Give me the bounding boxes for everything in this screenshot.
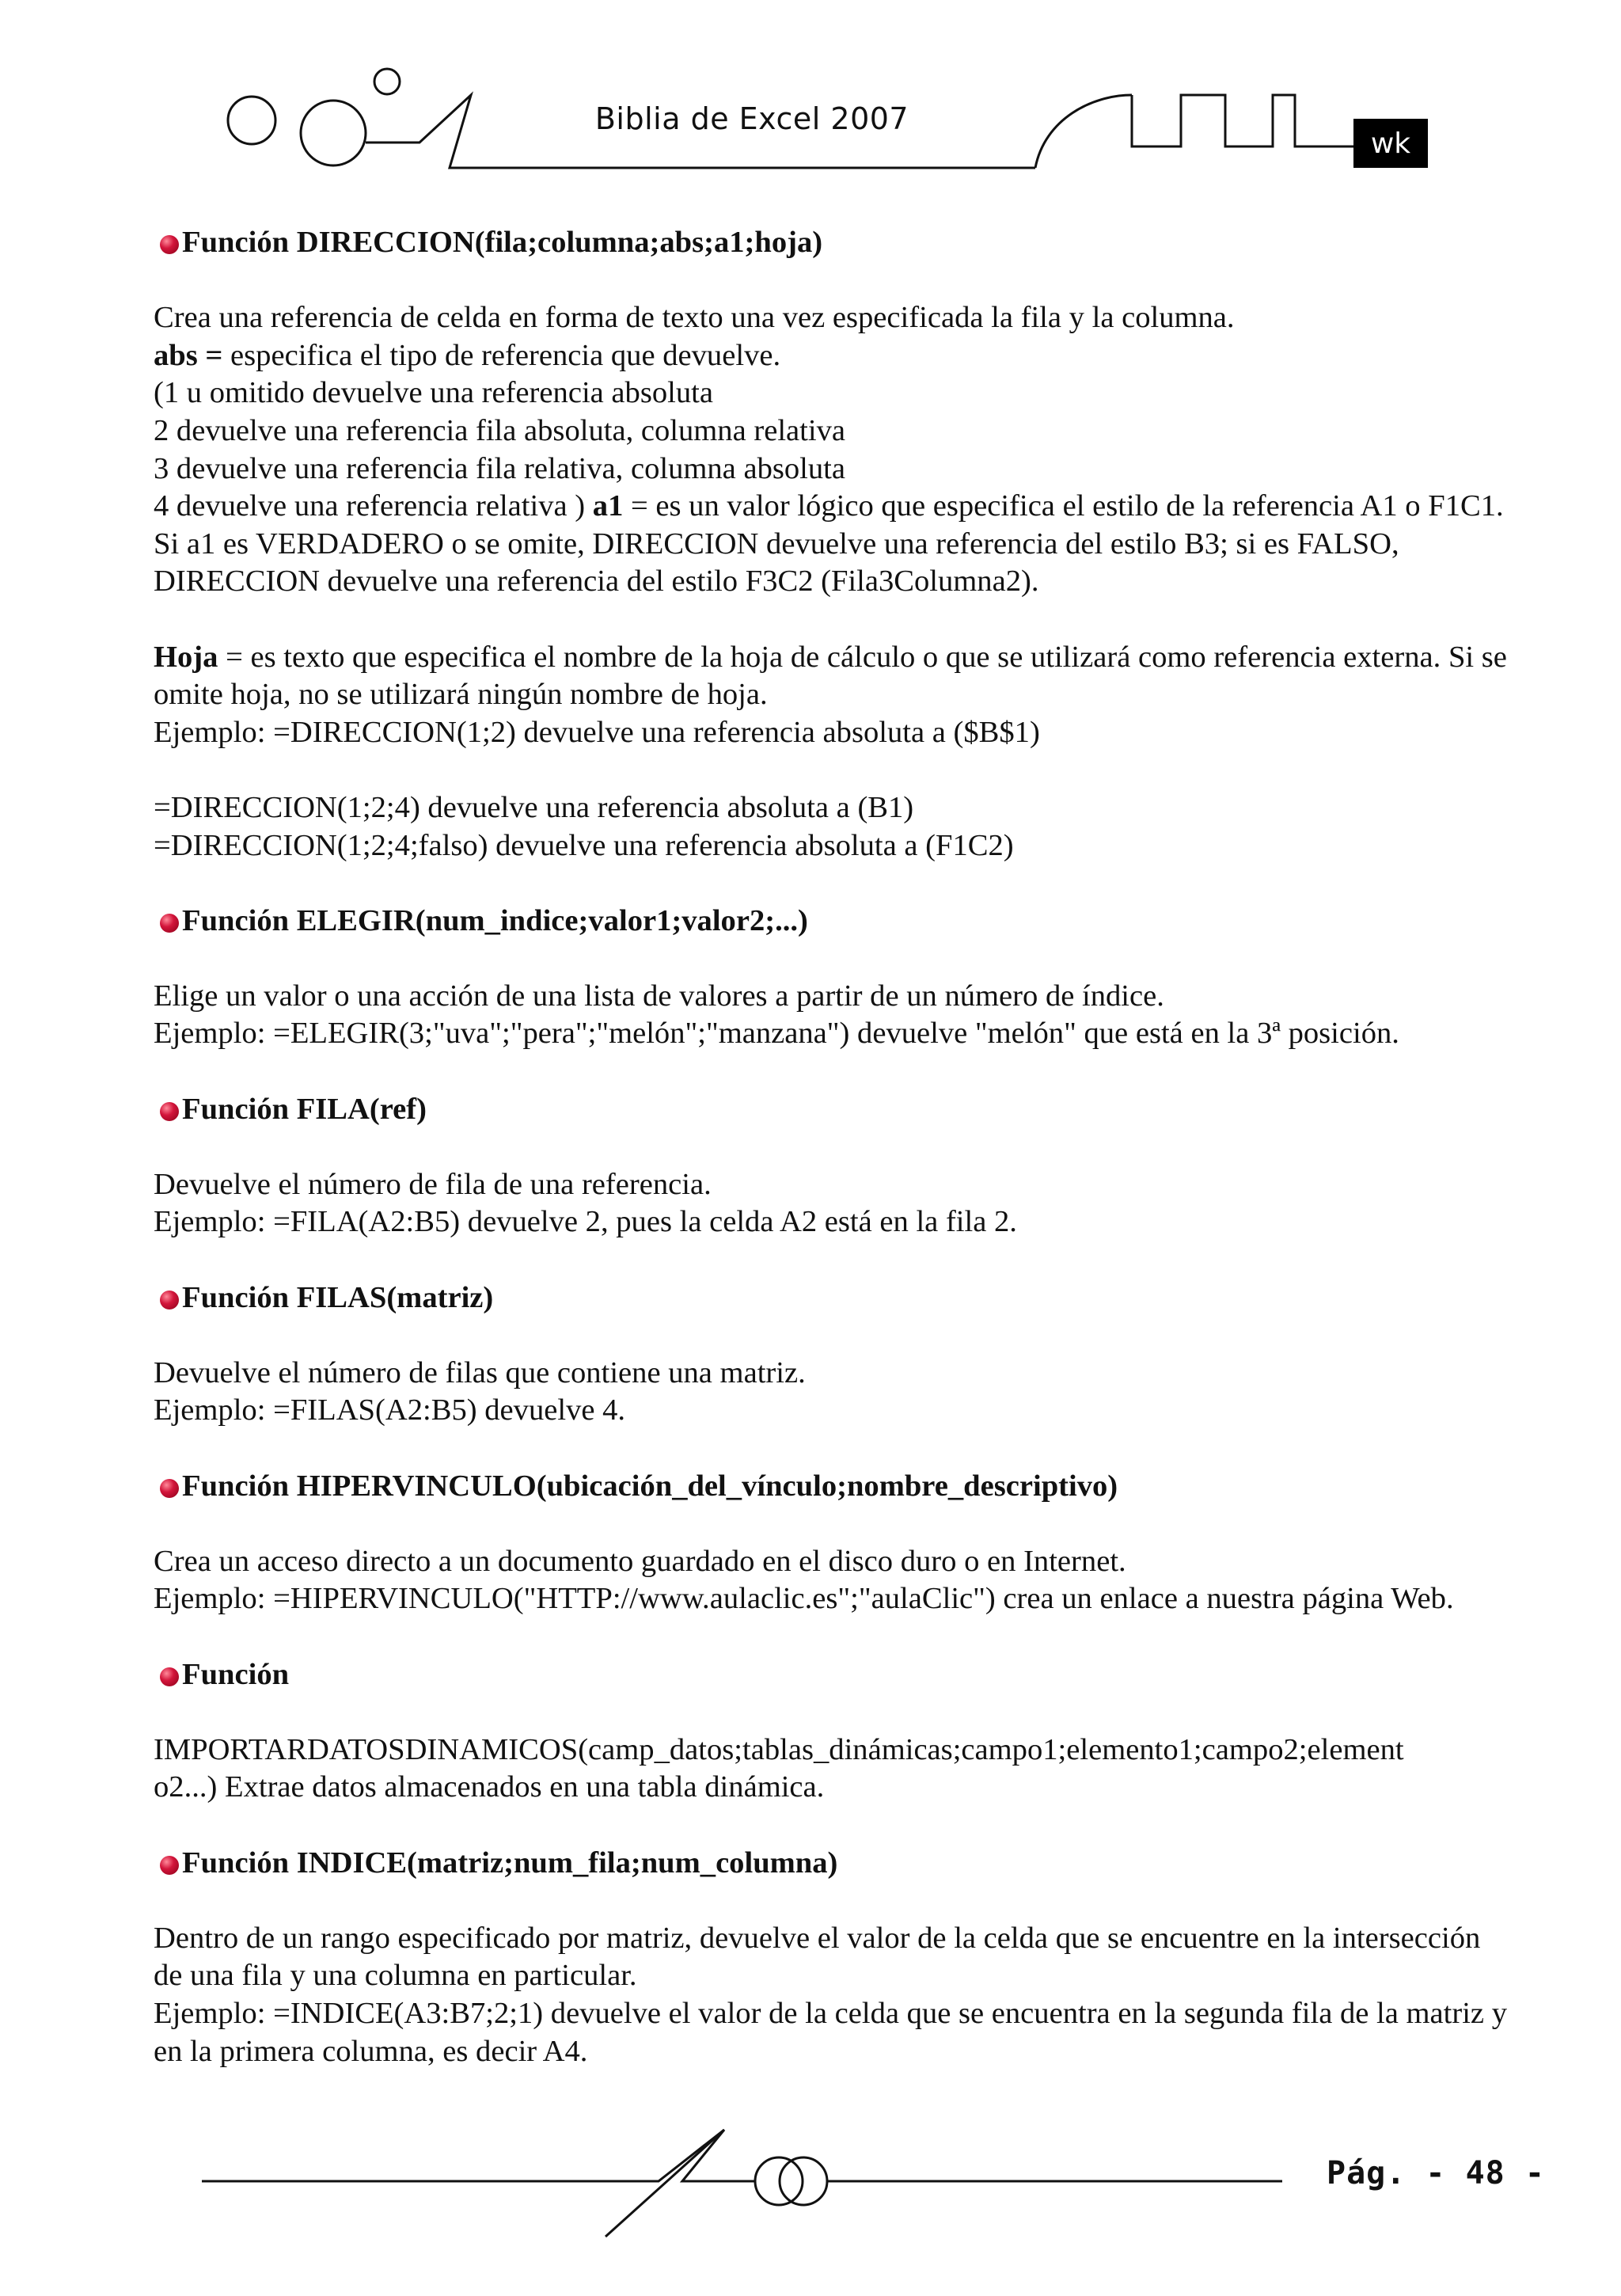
section-importardatos — [154, 1656, 1515, 1807]
section-heading — [154, 1468, 1515, 1506]
header-title: Biblia de Excel 2007 — [594, 101, 909, 136]
paragraph — [154, 639, 1515, 714]
heading-text: Función — [182, 1657, 290, 1691]
header-circle-small — [228, 97, 275, 144]
header-circle-tiny — [374, 69, 400, 94]
paragraph-line — [154, 337, 1515, 375]
paragraph-text: = es texto que especifica el nombre de la hoja de cálculo o que se utilizará como referencia externa. Si se omite hoja, no se utilizará ningún nombre de hoja. — [154, 640, 1507, 712]
paragraph: Dentro de un rango especificado por matriz, devuelve el valor de la celda que se encuentre en la intersección de una fila y una columna en particular. — [154, 1921, 1481, 1993]
paragraph-text: especifica el tipo de referencia que devuelve. — [222, 338, 781, 372]
header-curve — [1035, 95, 1132, 168]
term-abs: abs = — [154, 338, 223, 372]
paragraph-text: 4 devuelve una referencia relativa ) — [154, 489, 593, 523]
bullet-icon — [160, 1667, 179, 1686]
heading-text: Función FILAS(matriz) — [182, 1280, 494, 1314]
wk-badge: wk — [1353, 119, 1428, 168]
paragraph-line: Crea un acceso directo a un documento guardado en el disco duro o en Internet. — [154, 1544, 1126, 1578]
paragraph-line: =DIRECCION(1;2;4;falso) devuelve una referencia absoluta a (F1C2) — [154, 828, 1014, 862]
term-hoja: Hoja — [154, 640, 218, 674]
paragraph-line: Ejemplo: =DIRECCION(1;2) devuelve una referencia absoluta a ($B$1) — [154, 715, 1040, 749]
paragraph-line: Devuelve el número de filas que contiene una matriz. — [154, 1355, 806, 1389]
paragraph — [154, 488, 1515, 601]
paragraph-line: Ejemplo: =FILAS(A2:B5) devuelve 4. — [154, 1393, 626, 1427]
paragraph-line: IMPORTARDATOSDINAMICOS(camp_datos;tablas_dinámicas;campo1;elemento1;campo2;element — [154, 1732, 1404, 1766]
document-body — [154, 224, 1515, 2070]
footer-decoration — [0, 2106, 1621, 2296]
section-heading — [154, 1845, 1515, 1883]
paragraph-line: Crea una referencia de celda en forma de texto una vez especificada la fila y la columna. — [154, 301, 1235, 335]
paragraph-line: =DIRECCION(1;2;4) devuelve una referencia absoluta a (B1) — [154, 790, 914, 824]
paragraph: Ejemplo: =HIPERVINCULO("HTTP://www.aulaclic.es";"aulaClic") crea un enlace a nuestra página Web. — [154, 1582, 1454, 1616]
paragraph-line: Elige un valor o una acción de una lista de valores a partir de un número de índice. — [154, 979, 1164, 1013]
section-indice — [154, 1845, 1515, 2071]
section-elegir — [154, 903, 1515, 1053]
paragraph-line: 2 devuelve una referencia fila absoluta, columna relativa — [154, 413, 846, 447]
bullet-icon — [160, 235, 179, 254]
paragraph-line: 3 devuelve una referencia fila relativa, columna absoluta — [154, 451, 846, 485]
footer-connector — [202, 2130, 756, 2181]
bullet-icon — [160, 914, 179, 933]
bullet-icon — [160, 1291, 179, 1310]
section-filas — [154, 1279, 1515, 1430]
term-a1: a1 — [592, 489, 624, 523]
heading-text: Función HIPERVINCULO(ubicación_del_vínculo;nombre_descriptivo) — [182, 1469, 1118, 1503]
section-hipervinculo — [154, 1468, 1515, 1618]
header-square-wave — [1132, 95, 1355, 146]
footer-slash — [606, 2130, 724, 2237]
section-heading — [154, 903, 1515, 941]
section-direccion — [154, 224, 1515, 865]
paragraph-line: (1 u omitido devuelve una referencia absoluta — [154, 376, 713, 410]
bullet-icon — [160, 1102, 179, 1121]
section-fila — [154, 1091, 1515, 1241]
page-number: Pág. - 48 - — [1327, 2155, 1545, 2191]
paragraph-line: Devuelve el número de fila de una referencia. — [154, 1167, 712, 1201]
bullet-icon — [160, 1479, 179, 1498]
heading-text: Función ELEGIR(num_indice;valor1;valor2;...) — [182, 903, 808, 937]
section-heading — [154, 1091, 1515, 1129]
heading-text: Función DIRECCION(fila;columna;abs;a1;hoja) — [182, 226, 823, 259]
header-circle-large — [301, 101, 366, 165]
section-heading — [154, 1279, 1515, 1317]
paragraph-line: Ejemplo: =ELEGIR(3;"uva";"pera";"melón";"manzana") devuelve "melón" que está en la 3ª posición. — [154, 1017, 1399, 1051]
heading-text: Función FILA(ref) — [182, 1092, 427, 1126]
paragraph-text: = es un valor lógico que especifica el estilo de la referencia A1 o F1C1. Si a1 es VERDADERO o se omite, DIRECCION devuelve una referencia del estilo B3; si es FALSO, DIRECCION devuelve una referencia del estilo F3C2 (Fila3Columna2). — [154, 489, 1504, 599]
paragraph: Ejemplo: =INDICE(A3:B7;2;1) devuelve el valor de la celda que se encuentra en la segunda fila de la matriz y en la primera columna, es decir A4. — [154, 1996, 1507, 2068]
paragraph-line: o2...) Extrae datos almacenados en una tabla dinámica. — [154, 1770, 825, 1804]
heading-text: Función INDICE(matriz;num_fila;num_columna) — [182, 1846, 838, 1880]
paragraph-line: Ejemplo: =FILA(A2:B5) devuelve 2, pues la celda A2 está en la fila 2. — [154, 1205, 1017, 1239]
section-heading — [154, 1656, 1515, 1694]
section-heading — [154, 224, 1515, 262]
bullet-icon — [160, 1856, 179, 1875]
